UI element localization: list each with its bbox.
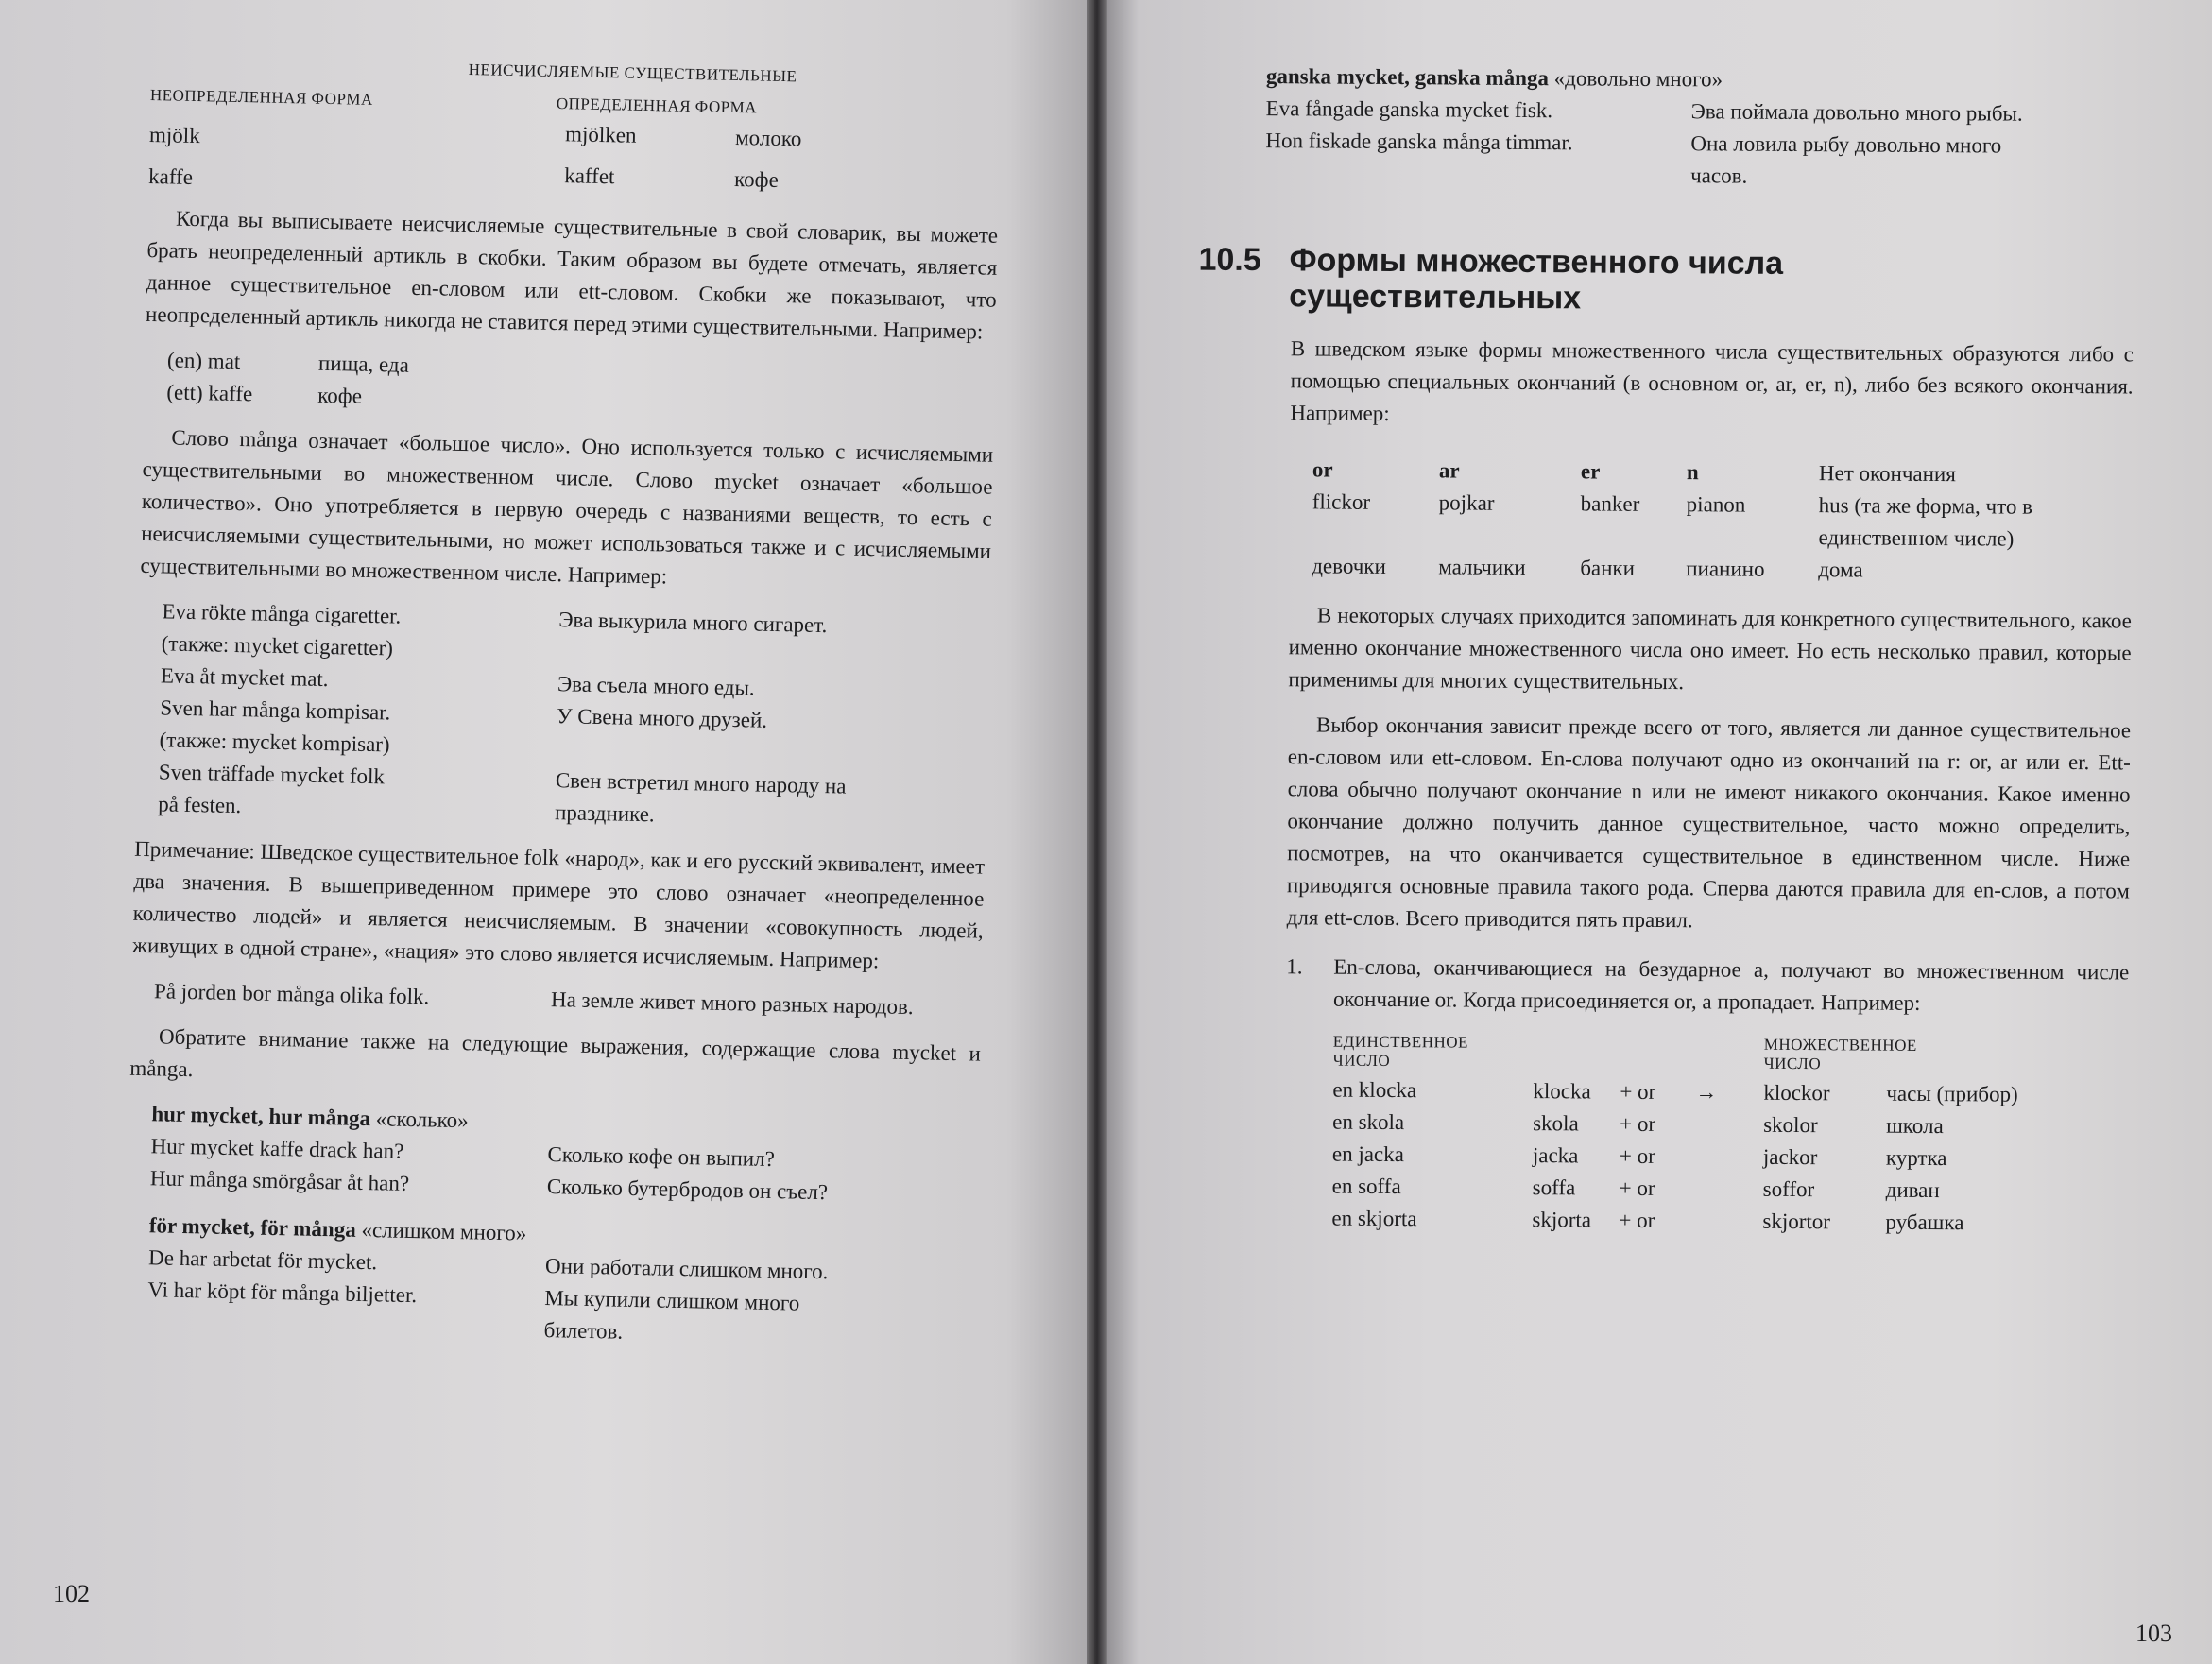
example-sv: Eva åt mycket mat. [160, 663, 329, 692]
table-cell: дома [1818, 558, 1863, 582]
example-ru: Сколько бутербродов он съел? [546, 1175, 829, 1205]
plural-table [1312, 454, 2133, 588]
word-plural: jackor [1762, 1144, 1818, 1170]
example-sv: Vi har köpt för många biljetter. [147, 1278, 418, 1308]
example-sv: De har arbetat för mycket. [147, 1245, 378, 1275]
expression-block-2 [146, 1209, 977, 1355]
word-stem: klocka [1533, 1079, 1591, 1104]
word-translation: рубашка [1885, 1209, 1964, 1235]
table-cell: пианино [1686, 557, 1765, 581]
section-title: Формы множественного числа существительных [1289, 242, 1784, 317]
word-translation: школа [1886, 1113, 1944, 1139]
text-span: означает «большое число». Оно используется только с исчисляемыми существительными во множественном числе. Слово [142, 428, 994, 493]
expression-term: ganska mycket, ganska många [1265, 64, 1550, 91]
example-ru: Мы купили слишком много билетов. [543, 1286, 800, 1344]
col-plural-header: МНОЖЕСТВЕННОЕ ЧИСЛО [1763, 1035, 1917, 1073]
note-paragraph: Примечание: Шведское существительное folk «народ», как и его русский эквивалент, имеет два значения. В вышеприведенном примере это слово означает «неопределенное количество людей» и является неисчисляемым. В значении «совокупность людей, живущих в одной стране», «нация» это слово является исчисляемым. Например: [131, 836, 986, 973]
example-sv-extra: (также: mycket cigaretter) [161, 631, 394, 660]
term-mycket: mycket [713, 469, 780, 495]
cell-def: mjölken [564, 122, 637, 147]
cell-ru: молоко [734, 125, 802, 151]
example-ru: Она ловила рыбу довольно много часов. [1690, 131, 2002, 188]
expression-term: för mycket, för många [148, 1213, 356, 1242]
text-span: Слово [171, 425, 240, 452]
word-stem: soffa [1532, 1175, 1576, 1200]
word-stem: skola [1533, 1111, 1579, 1136]
example-sv: Hur mycket kaffe drack han? [150, 1134, 404, 1163]
table-header-cell: or [1312, 457, 1333, 482]
example-ru: Эва выкурила много сигарет. [558, 608, 828, 638]
table-row [1312, 486, 2132, 556]
word-stem: jacka [1532, 1143, 1579, 1168]
example-sv: Eva rökte många cigaretter. [162, 599, 402, 628]
left-page [0, 0, 1094, 1664]
table-row [1312, 550, 2132, 588]
word-plural: klockor [1763, 1080, 1830, 1106]
cell-def: kaffet [563, 163, 615, 189]
rule-1 [1286, 951, 2129, 1021]
word-plus-or: + or [1619, 1143, 1655, 1168]
example-ru: Свен встретил много народу на празднике. [554, 768, 847, 827]
example-ru: Эва съела много еды. [557, 672, 755, 700]
word-singular: en skola [1332, 1109, 1405, 1135]
word-stem: skjorta [1532, 1208, 1592, 1232]
word-singular: en skjorta [1331, 1206, 1417, 1231]
word-translation: диван [1885, 1177, 1940, 1203]
example-sv: Sven träffade mycket folk [158, 760, 386, 789]
example-sv: Eva fångade ganska mycket fisk. [1265, 96, 1553, 123]
page-number-right: 103 [2135, 1620, 2172, 1647]
col-singular-header: ЕДИНСТВЕННОЕ ЧИСЛО [1332, 1032, 1469, 1071]
example-ru: пища, еда [317, 351, 410, 377]
table-cell: hus (та же форма, что в единственном числе) [1818, 493, 2033, 551]
example-ru: Они работали слишком много. [544, 1254, 829, 1284]
example-sv: Hur många smörgåsar åt han? [149, 1166, 410, 1195]
rule-number: 1. [1286, 954, 1303, 979]
table-cell: мальчики [1438, 555, 1526, 579]
cell-indef: mjölk [148, 122, 200, 148]
example-sv: Hon fiskade ganska många timmar. [1265, 129, 1573, 155]
example-sv: (ett) kaffe [166, 380, 253, 406]
example-sv: Sven har många kompisar. [160, 695, 391, 725]
table-header [1333, 1033, 2129, 1080]
example-sv-extra: (также: mycket kompisar) [159, 728, 390, 757]
table-cell: flickor [1312, 489, 1371, 514]
example-sv-extra: på festen. [157, 792, 242, 818]
word-plural: skolor [1763, 1112, 1818, 1138]
cell-ru: кофе [733, 166, 780, 192]
text-span: означает «большое количество». Оно употребляется в первую очередь с названиями веществ, то есть с неисчисляемыми существительными, но может использоваться также и с исчисляемыми существительными во множественном числе. Например: [140, 471, 993, 589]
right-page-content [1198, 60, 2135, 1240]
table-row [1331, 1203, 2127, 1241]
word-singular: en klocka [1332, 1077, 1417, 1103]
word-plus-or: + or [1620, 1079, 1656, 1104]
paragraph-1: В шведском языке формы множественного числа существительных образуются либо с помощью специальных окончаний (в основном or, ar, er, n), либо без всякого окончания. Например: [1290, 336, 2134, 425]
note-example [154, 975, 983, 1024]
paragraph-3: Обратите внимание также на следующие выражения, содержащие слова mycket и många. [129, 1024, 982, 1082]
paragraph-1: Когда вы выписываете неисчисляемые существительные в свой словарик, вы можете брать неопределенный артикль в скобки. Таким образом вы будете отмечать, является данное существительное en-словом или ett-словом. Скобки же показывают, что неопределенный артикль никогда не ставится перед этими существительными. Например: [145, 206, 999, 344]
example-ru: кофе [317, 383, 363, 408]
expression-gloss: «слишком много» [361, 1217, 527, 1245]
expression-term: hur mycket, hur många [151, 1102, 371, 1131]
cell-indef: kaffe [147, 163, 194, 189]
example-ru: Сколько кофе он выпил? [547, 1142, 776, 1172]
table-cell: pojkar [1438, 490, 1495, 515]
table-title: НЕИСЧИСЛЯЕМЫЕ СУЩЕСТВИТЕЛЬНЫЕ [468, 60, 797, 86]
word-plural: soffor [1762, 1176, 1815, 1202]
expression-gloss: «сколько» [375, 1106, 469, 1133]
table-cell: банки [1580, 556, 1636, 580]
page-number-left: 102 [53, 1580, 90, 1607]
list-item [1265, 125, 2135, 195]
word-plus-or: + or [1620, 1111, 1656, 1136]
expression-block-3 [1265, 60, 2135, 195]
example-ru: У Свена много друзей. [557, 704, 768, 732]
left-page-content [124, 47, 1001, 1356]
paragraph-3: Выбор окончания зависит прежде всего от того, является ли данное существительное en-словом или ett-словом. En-слова получают одно из окончаний на r: or, ar или er. Ett-слова обычно получают окончание n или не имеют никакого окончания. Какое именно окончание должно получить данное существительное, часто можно определить, посмотрев, на что оканчивается существительное в единственном числе. Ниже приводятся основные правила такого рода. Сперва даются правила для en-слов, а потом для ett-слов. Всего приводится пять правил. [1286, 712, 2132, 933]
expression-gloss: «довольно много» [1553, 66, 1723, 92]
word-plural: skjortor [1762, 1209, 1831, 1234]
table-cell: pianon [1686, 492, 1746, 517]
word-plus-or: + or [1619, 1175, 1655, 1200]
table-header-cell: er [1580, 459, 1601, 484]
word-plus-or: + or [1619, 1208, 1655, 1232]
table-header-cell: n [1686, 460, 1699, 485]
table-header-cell: Нет окончания [1818, 461, 1956, 487]
table-row [1332, 1074, 2128, 1112]
example-ru: На земле живет много разных народов. [550, 987, 914, 1020]
arrow-icon: → [1695, 1080, 1718, 1105]
col-indef-header: НЕОПРЕДЕЛЕННАЯ ФОРМА [149, 85, 373, 109]
table-header-cell: ar [1438, 458, 1460, 483]
word-translation: куртка [1885, 1145, 1947, 1171]
expression-block-1 [150, 1098, 980, 1211]
word-translation: часы (прибор) [1886, 1081, 2018, 1106]
rule-text: En-слова, оканчивающиеся на безударное a, получают во множественном числе окончание or. Когда присоединяется or, a пропадает. Например: [1332, 954, 2130, 1015]
section-heading [1198, 242, 2135, 320]
table-cell: banker [1580, 491, 1640, 516]
singular-plural-table [1331, 1033, 2128, 1241]
term-manga: många [239, 427, 298, 453]
example-sv: (en) mat [166, 348, 241, 374]
paragraph-2: В некоторых случаях приходится запоминать для конкретного существительного, какое именно окончание множественного числа оно имеет. Но есть несколько правил, которые применимы для многих существительных. [1288, 603, 2132, 695]
word-singular: en soffa [1331, 1174, 1401, 1199]
paragraph-2 [140, 421, 993, 600]
word-singular: en jacka [1331, 1141, 1404, 1167]
section-number: 10.5 [1198, 241, 1261, 279]
article-examples [166, 344, 995, 425]
right-page [1094, 0, 2212, 1664]
example-ru: Эва поймала довольно много рыбы. [1690, 99, 2023, 126]
table-cell: девочки [1312, 554, 1386, 578]
example-sv: På jorden bor många olika folk. [153, 979, 430, 1009]
book-gutter [1087, 0, 1107, 1664]
examples-list [158, 595, 990, 837]
col-def-header: ОПРЕДЕЛЕННАЯ ФОРМА [556, 94, 758, 117]
